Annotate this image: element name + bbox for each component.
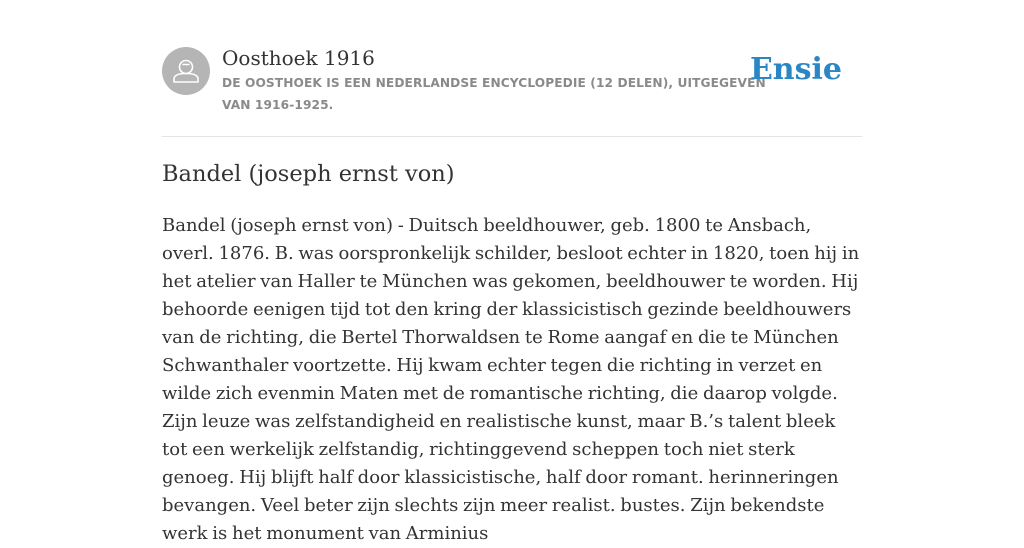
ensie-logo[interactable]: Ensie bbox=[749, 52, 842, 87]
author-name[interactable]: Oosthoek 1916 bbox=[222, 46, 375, 70]
author-description: DE OOSTHOEK IS EEN NEDERLANDSE ENCYCLOPEDIE (12 DELEN), UITGEGEVEN VAN 1916-1925. bbox=[222, 76, 766, 112]
article-body: Bandel (joseph ernst von) - Duitsch beeldhouwer, geb. 1800 te Ansbach, overl. 1876. B. was oorspronkelijk schilder, besloot echter in 1820, toen hij in het atelier van Haller te München was gekomen, beeldhouwer te worden. Hij behoorde eenigen tijd tot den kring der klassicistisch gezinde beeldhouwers van de richting, die Bertel Thorwaldsen te Rome aangaf en die te München Schwanthaler voortzette. Hij kwam echter tegen die richting in verzet en wilde zich evenmin Maten met de romantische richting, die daarop volgde. Zijn leuze was zelfstandigheid en realistische kunst, maar B.’s talent bleek tot een werkelijk zelfstandig, richtinggevend scheppen toch niet sterk genoeg. Hij blijft half door klassicistische, half door romant. herinneringen bevangen. Veel beter zijn slechts zijn meer realist. bustes. Zijn bekendste werk is het monument van Arminius bbox=[162, 215, 860, 544]
user-icon bbox=[162, 47, 210, 95]
avatar[interactable] bbox=[162, 47, 210, 95]
article-title: Bandel (joseph ernst von) bbox=[162, 161, 455, 187]
page-container bbox=[162, 0, 862, 544]
author-header bbox=[162, 0, 862, 137]
